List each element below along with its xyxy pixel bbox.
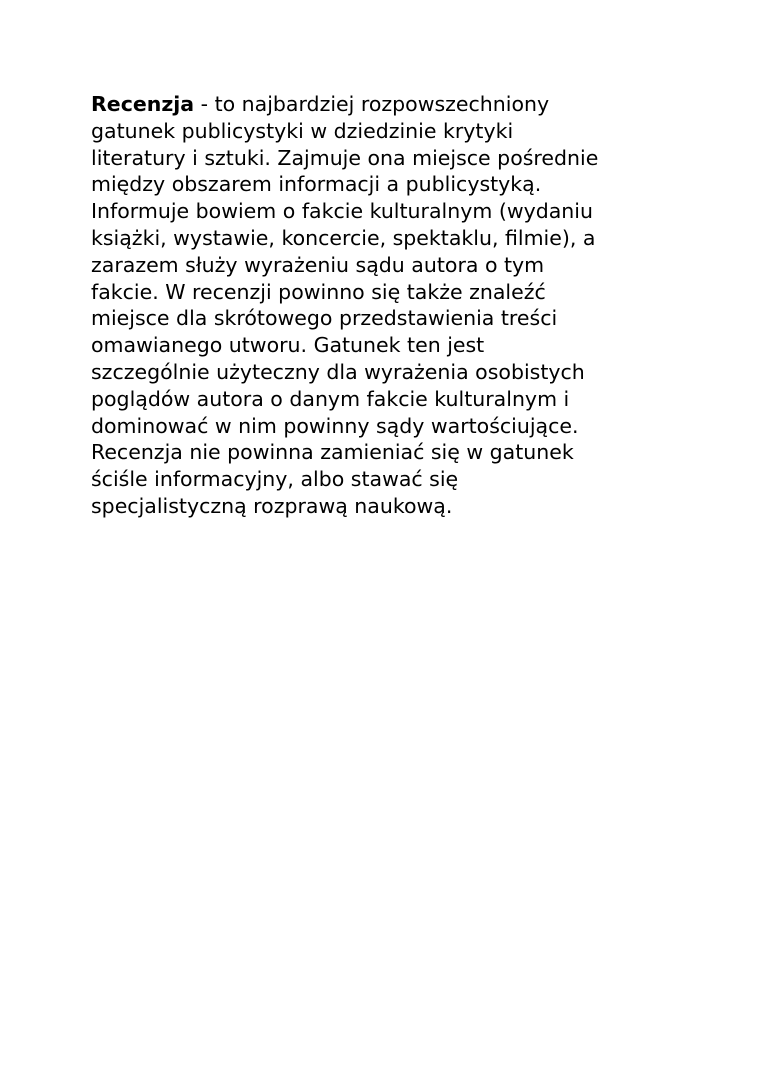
- paragraph-line: literatury i sztuki. Zajmuje ona miejsce pośrednie: [91, 145, 599, 170]
- paragraph-line: szczególnie użyteczny dla wyrażenia osobistych: [91, 359, 585, 384]
- paragraph-line: fakcie. W recenzji powinno się także znaleźć: [91, 279, 546, 304]
- paragraph-line: miejsce dla skrótowego przedstawienia treści: [91, 306, 558, 331]
- first-line-text: - to najbardziej rozpowszechniony: [194, 92, 550, 116]
- paragraph-line: poglądów autora o danym fakcie kulturalnym i: [91, 386, 570, 411]
- paragraph-line: omawianego utworu. Gatunek ten jest: [91, 333, 485, 358]
- definition-paragraph: [91, 91, 711, 520]
- paragraph-line: Recenzja nie powinna zamieniać się w gatunek: [91, 440, 574, 465]
- paragraph-line: dominować w nim powinny sądy wartościujące.: [91, 413, 579, 438]
- paragraph-line: książki, wystawie, koncercie, spektaklu, filmie), a: [91, 225, 596, 250]
- paragraph-line: między obszarem informacji a publicystyką.: [91, 172, 542, 197]
- paragraph-line: Informuje bowiem o fakcie kulturalnym (wydaniu: [91, 199, 593, 224]
- paragraph-line: ściśle informacyjny, albo stawać się: [91, 467, 459, 492]
- paragraph-line: gatunek publicystyki w dziedzinie krytyki: [91, 118, 514, 143]
- paragraph-line: specjalistyczną rozprawą naukową.: [91, 493, 453, 518]
- paragraph-line: zarazem służy wyrażeniu sądu autora o tym: [91, 252, 545, 277]
- paragraph-line-1: [91, 91, 711, 118]
- defined-term: Recenzja: [91, 92, 195, 116]
